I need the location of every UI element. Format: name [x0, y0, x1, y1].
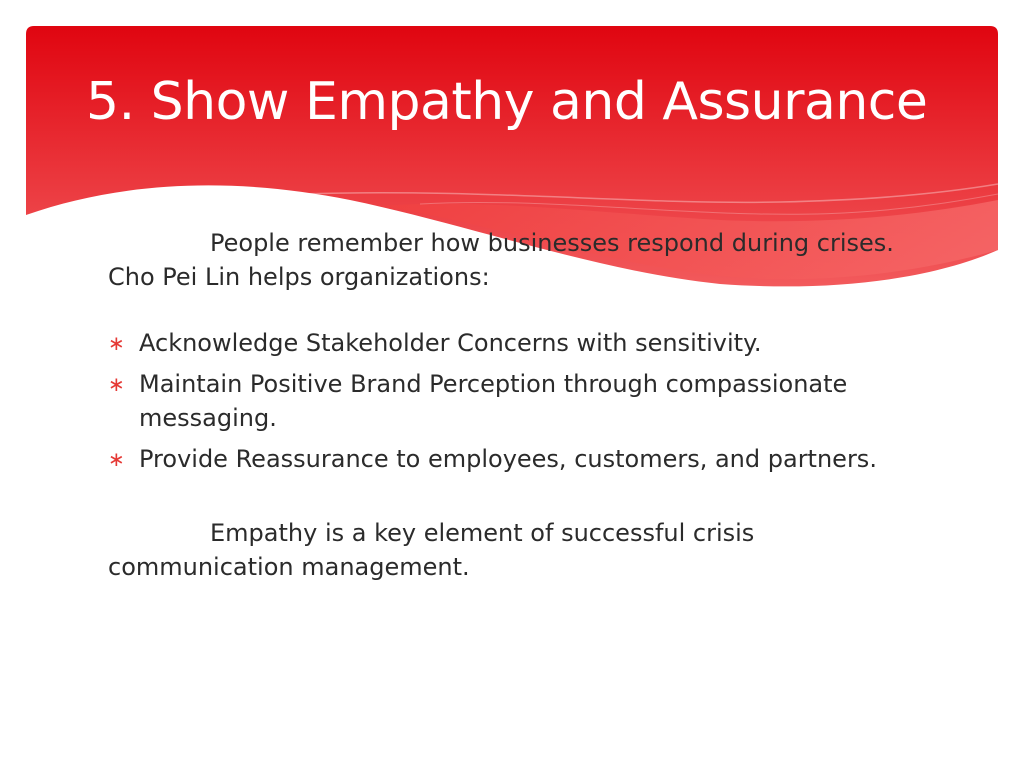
bullet-text: Maintain Positive Brand Perception through compassionate messaging.	[139, 370, 848, 432]
bullet-text: Provide Reassurance to employees, customers, and partners.	[139, 445, 877, 473]
conclusion-paragraph: Empathy is a key element of successful crisis communication management.	[108, 519, 755, 581]
list-item	[108, 367, 898, 435]
list-item	[108, 326, 898, 360]
bullet-text: Acknowledge Stakeholder Concerns with sensitivity.	[139, 329, 762, 357]
asterisk-icon: ∗	[108, 331, 125, 355]
intro-paragraph: People remember how businesses respond during crises. Cho Pei Lin helps organizations:	[108, 229, 894, 291]
slide-title: 5. Show Empathy and Assurance	[86, 72, 928, 132]
bullet-list	[108, 326, 898, 476]
slide-body	[108, 226, 898, 584]
list-item	[108, 442, 898, 476]
asterisk-icon: ∗	[108, 447, 125, 471]
asterisk-icon: ∗	[108, 372, 125, 396]
